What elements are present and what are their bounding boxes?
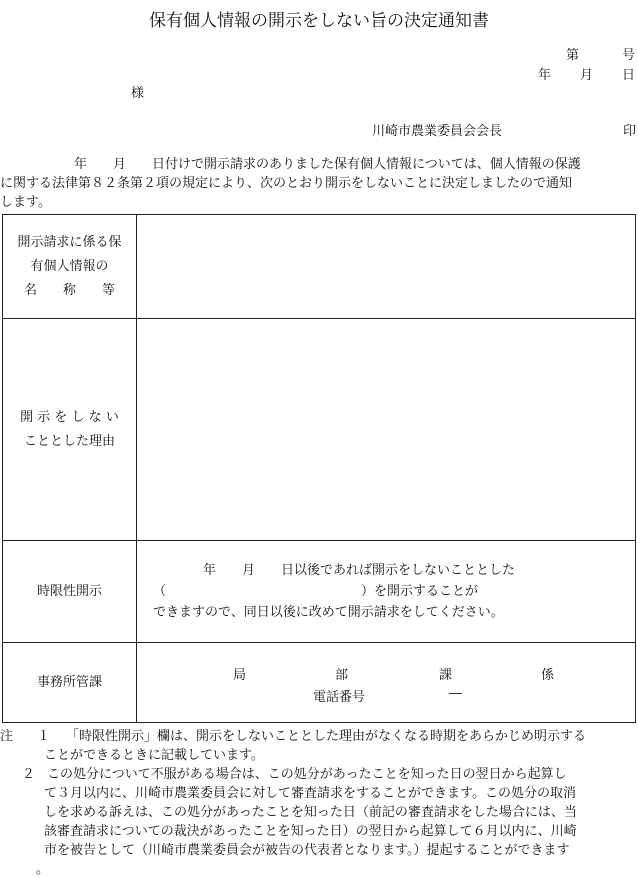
number-dai: 第 — [566, 48, 580, 63]
label-office: 事務所管課 — [3, 643, 137, 723]
body-paragraph — [0, 155, 638, 212]
value-reason — [137, 319, 636, 541]
document-title: 保有個人情報の開示をしない旨の決定通知書 — [149, 11, 489, 31]
office-kyoku: 局 — [233, 667, 247, 683]
body-line-3: します。 — [0, 195, 51, 210]
body-line-1: 年 月 日付けで開示請求のありました保有個人情報については、個人情報の保護 — [74, 157, 581, 172]
phone-dash: ― — [449, 685, 462, 701]
label-reason: 開 示 を し な い こととした理由 — [3, 319, 137, 541]
value-office — [137, 643, 636, 723]
date-day: 日 — [622, 68, 636, 83]
note-1-line-2: ことができるときに記載しています。 — [44, 748, 264, 763]
note-2-line-5: 市を被告として（川崎市農業委員会が被告の代表者となります。）提起することができます — [44, 843, 570, 858]
note-1-line-1: 注 １ 「時限性開示」欄は、開示をしないこととした理由がなくなる時期をあらかじめ明示する — [0, 729, 587, 744]
value-time-limited: 年 月 日以後であれば開示をしないこととした （ ）を開示することが できますので、同日以後に改めて開示請求をしてください。 — [137, 541, 636, 643]
note-2-line-4: 該審査請求についての裁決があったことを知った日）の翌日から起算して６月以内に、川崎 — [44, 824, 577, 839]
recipient-sama: 様 — [131, 86, 145, 101]
note-2-line-3: しを求める訴えは、この処分があったことを知った日（前記の審査請求をした場合には、当 — [44, 805, 577, 820]
disclosure-table — [2, 214, 636, 723]
office-bu: 部 — [335, 667, 349, 683]
note-2-line-6: 。 — [36, 862, 50, 877]
label-info-name: 開示請求に係る保 有個人情報の 名 称 等 — [3, 215, 137, 319]
phone-label: 電話番号 — [313, 689, 366, 705]
office-kakari: 係 — [541, 667, 555, 683]
row-info-name — [3, 215, 636, 319]
date-year: 年 — [538, 68, 552, 83]
sender-name: 川崎市農業委員会会長 — [372, 124, 503, 139]
value-info-name — [137, 215, 636, 319]
note-2-line-1: ２ この処分について不服がある場合は、この処分があったことを知った日の翌日から起算し — [22, 767, 567, 782]
number-go: 号 — [622, 48, 636, 63]
note-2-line-2: て３月以内に、川崎市農業委員会に対して審査請求をすることができます。この処分の取消 — [44, 786, 576, 801]
row-time-limited — [3, 541, 636, 643]
notes-section — [0, 727, 638, 879]
body-line-2: に関する法律第８２条第２項の規定により、次のとおり開示をしないことに決定しましたので通知 — [0, 176, 573, 191]
seal-mark: 印 — [623, 124, 637, 139]
row-reason — [3, 319, 636, 541]
date-month: 月 — [580, 68, 594, 83]
label-time-limited: 時限性開示 — [3, 541, 137, 643]
office-ka: 課 — [439, 667, 453, 683]
row-office — [3, 643, 636, 723]
